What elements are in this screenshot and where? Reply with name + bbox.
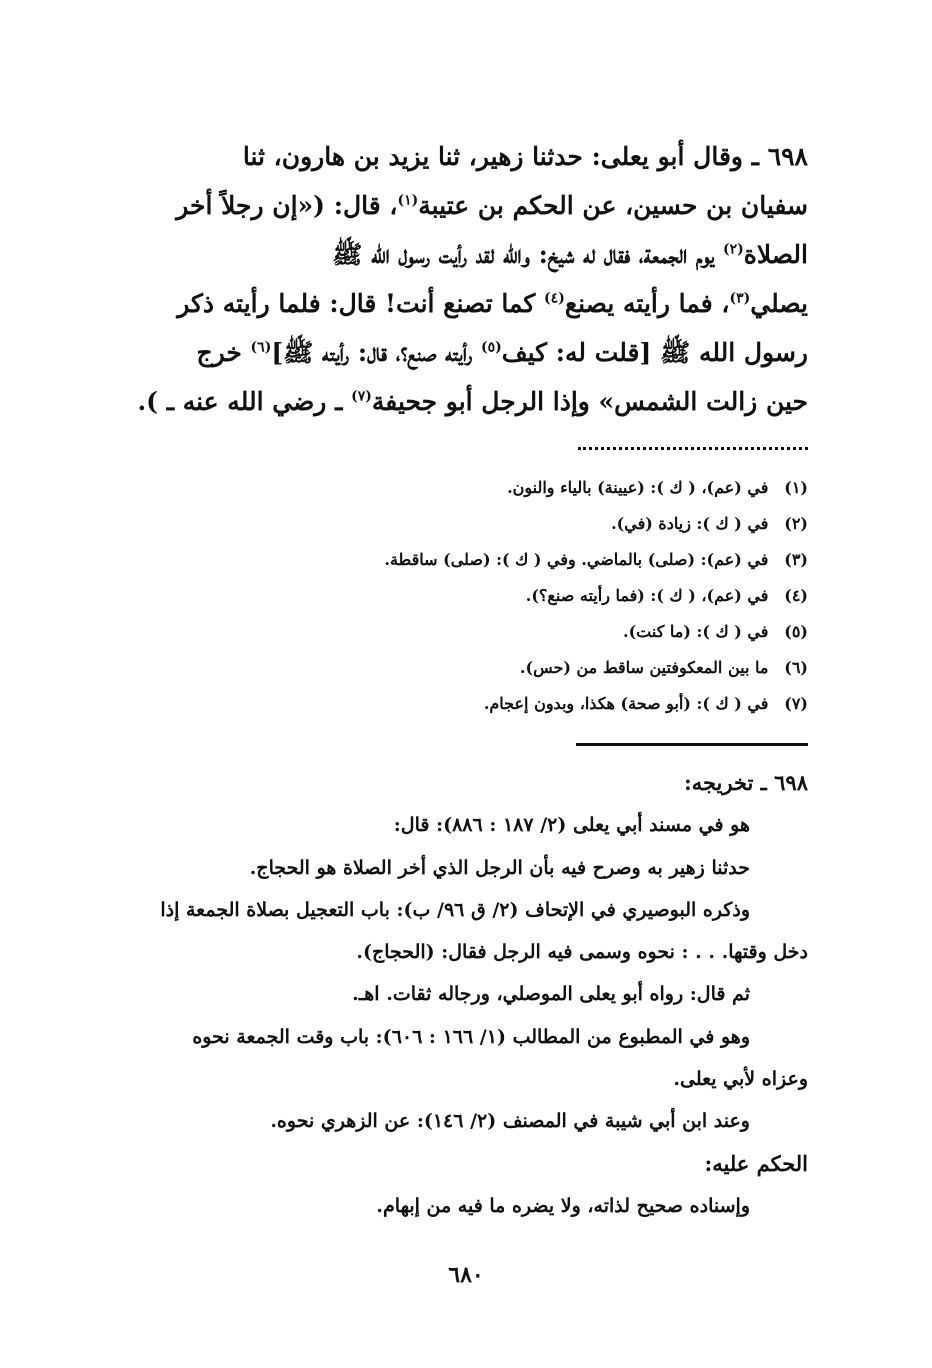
- footnote-separator: [578, 447, 808, 450]
- hadith-text: [84, 132, 808, 426]
- note-ref-2: (٢): [722, 241, 744, 258]
- takhrij-section: [84, 762, 808, 1227]
- footnotes: [84, 470, 808, 722]
- footnote-1: (١) في (عم)، ( ك ): (عيينة) بالياء والنون.: [507, 478, 808, 497]
- hadith-line-3: الصلاة$^{(٢)}$ يوم الجمعة، فقال له شيخ: والله لقد رأيت رسول الله ﷺ: [332, 240, 808, 269]
- note-ref-1: (١): [397, 192, 419, 209]
- note-ref-6: (٦): [250, 339, 272, 356]
- note-ref-7: (٧): [351, 388, 372, 405]
- hadith-line-2: سفيان بن حسين، عن الحكم بن عتيبة$^{(١)}$، قال: («إن رجلاً أخر: [176, 191, 808, 220]
- takhrij-line-8: وعند ابن أبي شيبة في المصنف (٢/ ١٤٦): عن الزهري نحوه.: [270, 1110, 750, 1133]
- hadith-line-6: حين زالت الشمس» وإذا الرجل أبو جحيفة$^{(٧)}$ ـ رضي الله عنه ـ ).: [137, 387, 808, 416]
- hadith-line-4: يصلي$^{(٣)}$، فما رأيته يصنع$^{(٤)}$ كما تصنع أنت! قال: فلما رأيته ذكر: [177, 289, 808, 318]
- footnote-6: (٦) ما بين المعكوفتين ساقط من (حس).: [519, 658, 808, 677]
- footnote-3: (٣) في (عم): (صلى) بالماضي. وفي ( ك ): (صلى) ساقطة.: [384, 550, 808, 569]
- takhrij-line-1: هو في مسند أبي يعلى (٢/ ١٨٧ : ٨٨٦): قال:: [393, 814, 750, 837]
- page-number: ٦٨٠: [448, 1262, 484, 1288]
- note-ref-3: (٣): [729, 290, 751, 307]
- takhrij-line-4: دخل وقتها. . . : نحوه وسمى فيه الرجل فقال: (الحجاج).: [356, 941, 808, 964]
- note-ref-4: (٤): [544, 290, 565, 307]
- takhrij-heading: ٦٩٨ ـ تخريجه:: [683, 770, 808, 795]
- ruling-text: وإسناده صحيح لذاته، ولا يضره ما فيه من إبهام.: [376, 1194, 750, 1217]
- takhrij-line-2: حدثنا زهير به وصرح فيه بأن الرجل الذي أخر الصلاة هو الحجاج.: [249, 856, 750, 879]
- takhrij-line-7: وعزاه لأبي يعلى.: [673, 1068, 808, 1091]
- footnote-4: (٤) في (عم)، ( ك ): (فما رأيته صنع؟).: [525, 586, 808, 605]
- section-rule: [576, 743, 808, 746]
- ruling-heading: الحكم عليه:: [704, 1150, 808, 1176]
- takhrij-line-3: وذكره البوصيري في الإتحاف (٢/ ق ٩٦/ ب): باب التعجيل بصلاة الجمعة إذا: [160, 898, 750, 921]
- hadith-line-5: رسول الله ﷺ [قلت له: كيف$^{(٥)}$ رأيته صنع؟، قال: رأيته ﷺ]$^{(٦)}$ خرج: [196, 338, 808, 367]
- takhrij-line-6: وهو في المطبوع من المطالب (١/ ١٦٦ : ٦٠٦): باب وقت الجمعة نحوه: [192, 1025, 750, 1048]
- note-ref-5: (٥): [480, 339, 502, 356]
- takhrij-line-5: ثم قال: رواه أبو يعلى الموصلي، ورجاله ثقات. اهـ.: [352, 983, 750, 1006]
- footnote-7: (٧) في ( ك ): (أبو صحة) هكذا، وبدون إعجام.: [483, 694, 808, 713]
- footnote-2: (٢) في ( ك ): زيادة (في).: [611, 514, 808, 533]
- footnote-5: (٥) في ( ك ): (ما كنت).: [623, 622, 808, 641]
- hadith-line-1: ٦٩٨ ـ وقال أبو يعلى: حدثنا زهير، ثنا يزيد بن هارون، ثنا: [242, 142, 808, 171]
